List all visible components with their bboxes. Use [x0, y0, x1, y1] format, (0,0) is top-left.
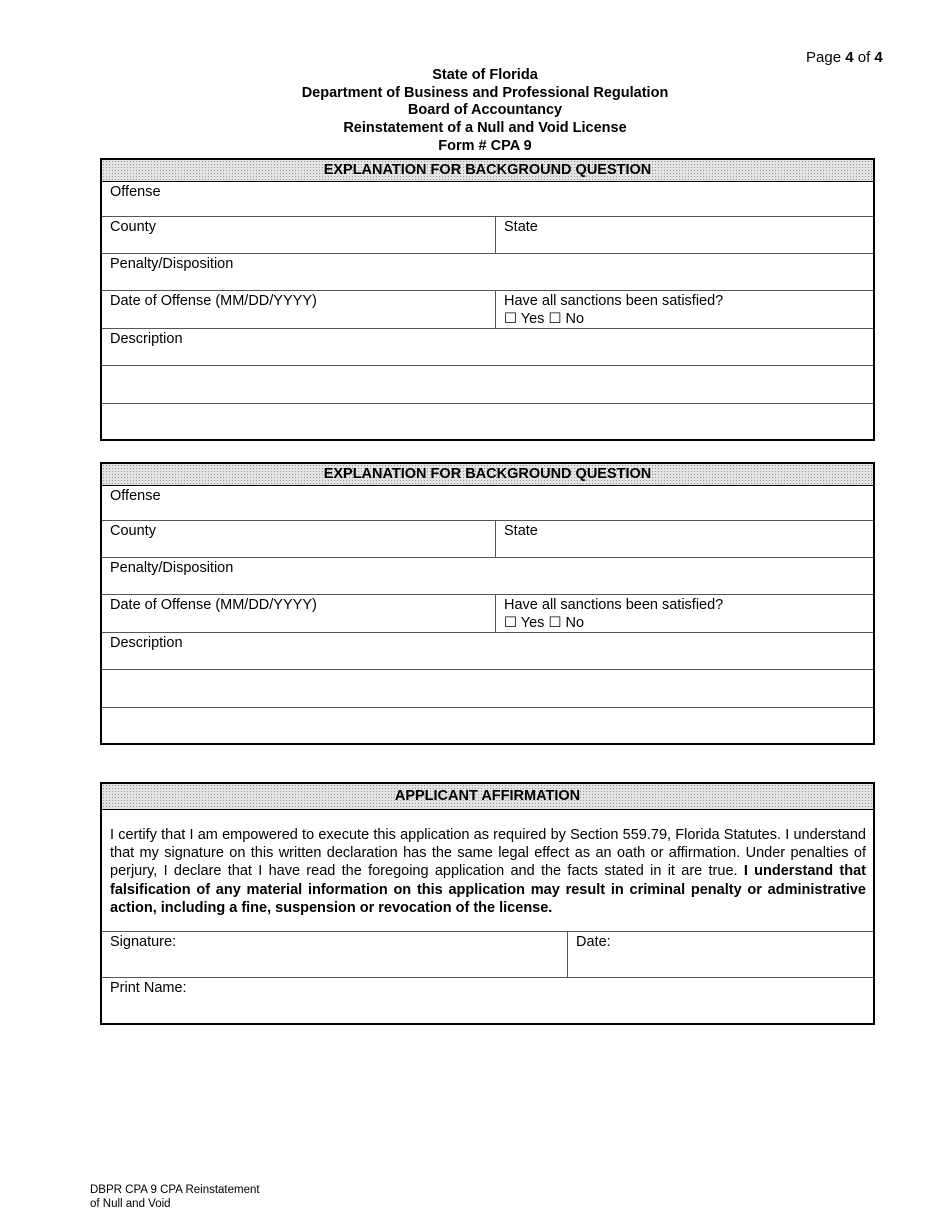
date-of-offense-field[interactable]: [102, 291, 496, 328]
signature-label: Signature:: [110, 934, 177, 951]
description-label: Description: [110, 635, 183, 651]
county-field[interactable]: [102, 521, 496, 557]
page-of: of: [857, 49, 871, 66]
date-label: Date:: [576, 934, 611, 951]
signature-field[interactable]: [102, 932, 568, 977]
form-footer: [90, 1183, 260, 1211]
header-form-title: Reinstatement of a Null and Void License: [343, 120, 627, 137]
description-field[interactable]: [102, 329, 873, 366]
print-name-label: Print Name:: [110, 980, 187, 997]
date-field[interactable]: [568, 932, 873, 977]
sanctions-yes-no-checkboxes[interactable]: ☐ Yes ☐ No: [504, 615, 585, 631]
sanctions-label: Have all sanctions been satisfied?: [504, 293, 724, 309]
date-of-offense-label: Date of Offense (MM/DD/YYYY): [110, 293, 317, 309]
sanctions-field: [496, 595, 873, 632]
description-label: Description: [110, 331, 183, 347]
date-of-offense-label: Date of Offense (MM/DD/YYYY): [110, 597, 317, 613]
page-current: 4: [845, 49, 854, 66]
offense-label: Offense: [110, 488, 161, 504]
header-department: Department of Business and Professional Regulation: [301, 84, 669, 101]
date-of-offense-field[interactable]: [102, 595, 496, 632]
footer-line-1: DBPR CPA 9 CPA Reinstatement: [90, 1184, 260, 1196]
background-explanation-section-1: [100, 158, 875, 441]
affirmation-warning: I understand that falsification of any material information on this application may result in criminal penalty or administrative action, including a fine, suspension or revocation of the license.: [110, 863, 866, 916]
footer-line-2: of Null and Void: [90, 1198, 171, 1210]
header-board: Board of Accountancy: [407, 102, 563, 119]
state-field[interactable]: [496, 217, 873, 253]
description-line[interactable]: [102, 670, 873, 708]
header-form-number: Form # CPA 9: [438, 137, 532, 154]
county-field[interactable]: [102, 217, 496, 253]
print-name-field[interactable]: [102, 978, 873, 1023]
sanctions-yes-no-checkboxes[interactable]: ☐ Yes ☐ No: [504, 311, 585, 327]
penalty-field[interactable]: [102, 558, 873, 595]
offense-field[interactable]: [102, 182, 873, 217]
state-field[interactable]: [496, 521, 873, 557]
sanctions-label: Have all sanctions been satisfied?: [504, 597, 724, 613]
page-total: 4: [874, 49, 883, 66]
offense-label: Offense: [110, 184, 161, 200]
section-title: EXPLANATION FOR BACKGROUND QUESTION: [102, 464, 873, 486]
header-state: State of Florida: [432, 67, 538, 83]
penalty-label: Penalty/Disposition: [110, 256, 234, 272]
sanctions-field: [496, 291, 873, 328]
state-label: State: [504, 219, 538, 235]
offense-field[interactable]: [102, 486, 873, 521]
section-title: APPLICANT AFFIRMATION: [102, 784, 873, 810]
affirmation-statement: [102, 810, 873, 932]
form-header: [0, 67, 950, 156]
county-label: County: [110, 523, 156, 539]
description-line[interactable]: [102, 366, 873, 404]
penalty-label: Penalty/Disposition: [110, 560, 234, 576]
page-indicator: [806, 49, 883, 66]
page-prefix: Page: [806, 49, 842, 66]
affirmation-text: I certify that I am empowered to execute this application as required by Section 559.79, Florida Statutes. I understand that my signature on this written declaration has the same legal effect as an oath or affirmation. Under penalties of perjury, I declare that I have read the foregoing application and the facts stated in it are true.: [110, 827, 866, 880]
description-line[interactable]: [102, 708, 873, 743]
county-label: County: [110, 219, 156, 235]
background-explanation-section-2: [100, 462, 875, 745]
description-field[interactable]: [102, 633, 873, 670]
description-line[interactable]: [102, 404, 873, 439]
applicant-affirmation-section: [100, 782, 875, 1025]
penalty-field[interactable]: [102, 254, 873, 291]
state-label: State: [504, 523, 538, 539]
section-title: EXPLANATION FOR BACKGROUND QUESTION: [102, 160, 873, 182]
